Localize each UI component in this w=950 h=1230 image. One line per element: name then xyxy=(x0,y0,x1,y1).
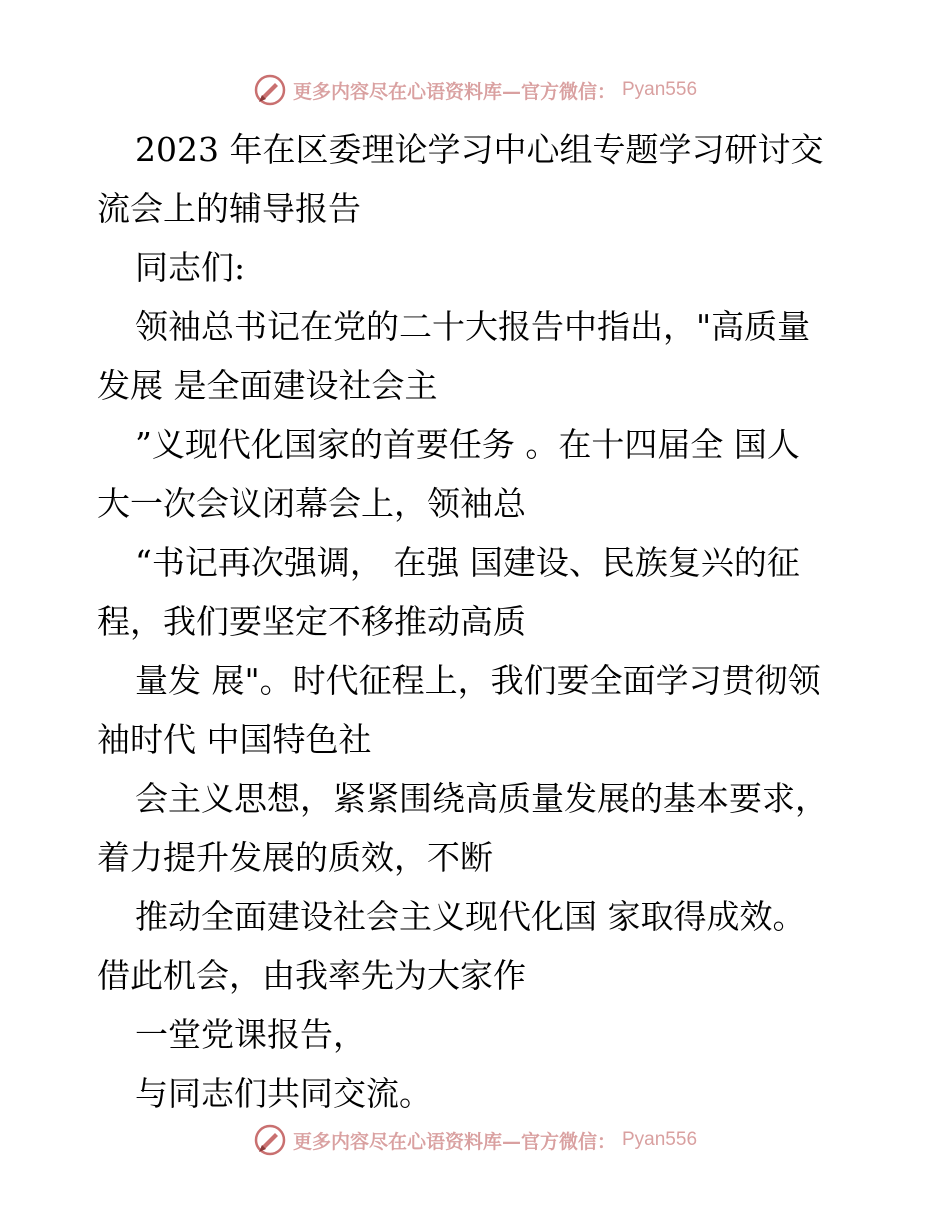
paragraph-line: 会主义思想，紧紧围绕高质量发展的基本要求， xyxy=(135,779,828,818)
watermark-id: Pyan556 xyxy=(622,1129,698,1150)
document-body xyxy=(97,120,857,1123)
paragraph-line: “书记再次强调， 在强 国建设、民族复兴的征 xyxy=(135,543,800,582)
paragraph-line: 一堂党课报告， xyxy=(135,1015,366,1054)
watermark-id: Pyan556 xyxy=(622,79,698,100)
paragraph-line: 大一次会议闭幕会上，领袖总 xyxy=(97,484,526,523)
paragraph-line: 量发 展"。时代征程上，我们要全面学习贯彻领 xyxy=(135,661,821,700)
paragraph-line: 借此机会，由我率先为大家作 xyxy=(97,956,526,995)
paragraph-line: 程，我们要坚定不移推动高质 xyxy=(97,602,526,641)
watermark-text: 更多内容尽在心语资料库—官方微信： xyxy=(292,1130,616,1153)
paragraph-line: 袖时代 中国特色社 xyxy=(97,720,372,759)
pen-circle-logo-icon xyxy=(253,73,287,107)
paragraph-line: 推动全面建设社会主义现代化国 家取得成效。 xyxy=(135,897,806,936)
title-line-1: 2023 年在区委理论学习中心组专题学习研讨交 xyxy=(135,130,824,169)
header-watermark xyxy=(0,70,950,110)
paragraph-line: 发展 是全面建设社会主 xyxy=(97,366,438,405)
paragraph-line: 与同志们共同交流。 xyxy=(135,1074,432,1113)
paragraph-line: ”义现代化国家的首要任务 。在十四届全 国人 xyxy=(135,425,800,464)
paragraph-line: 着力提升发展的质效，不断 xyxy=(97,838,493,877)
pen-circle-logo-icon xyxy=(253,1123,287,1157)
footer-watermark xyxy=(0,1120,950,1160)
salutation: 同志们: xyxy=(135,248,246,287)
title-line-2: 流会上的辅导报告 xyxy=(97,189,361,228)
paragraph-line: 领袖总书记在党的二十大报告中指出，"高质量 xyxy=(135,307,811,346)
watermark-text: 更多内容尽在心语资料库—官方微信： xyxy=(292,80,616,103)
